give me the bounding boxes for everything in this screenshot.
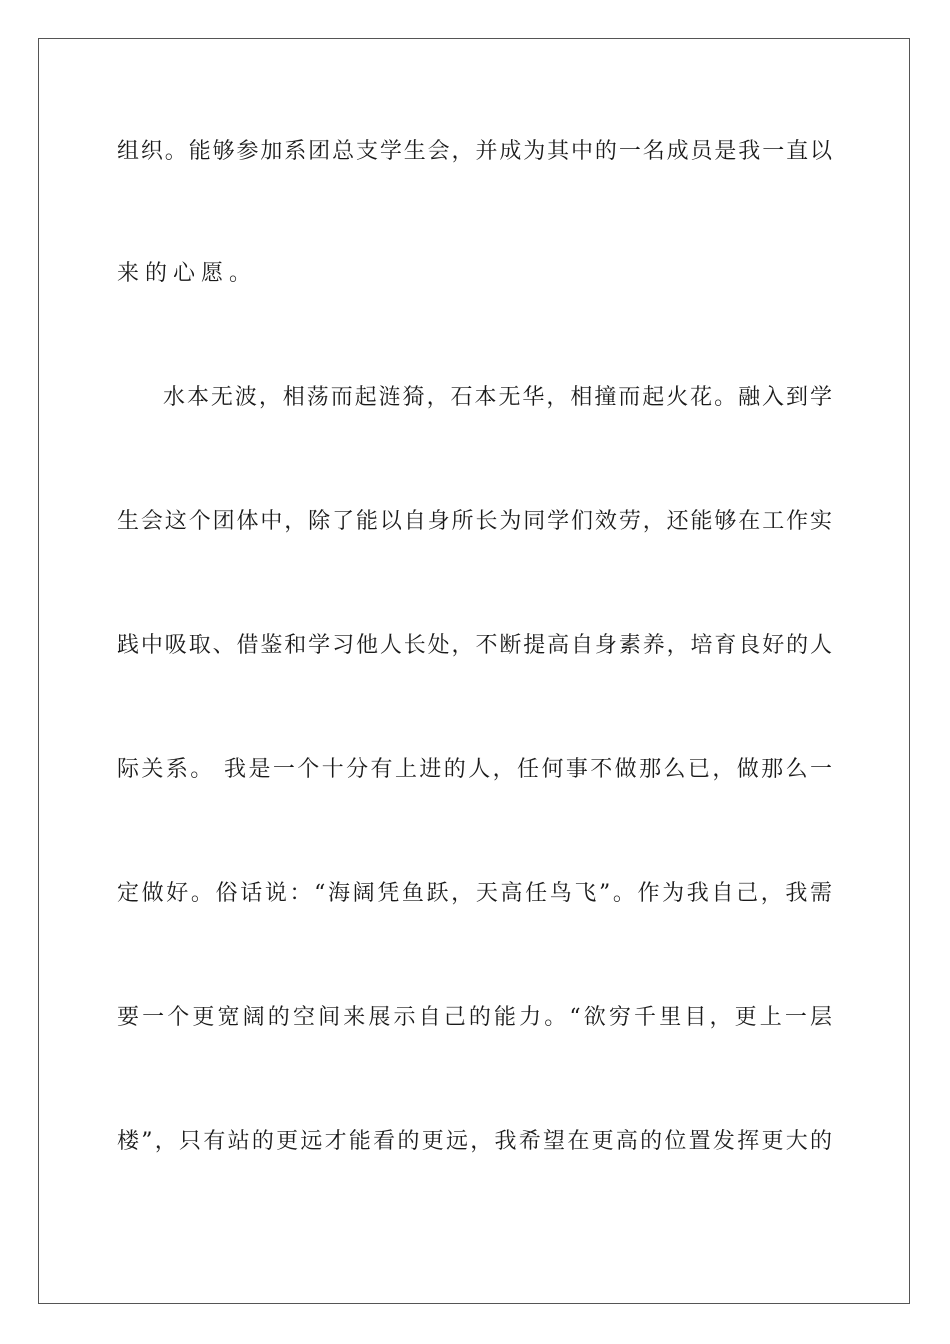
text-line: 际关系。 我是一个十分有上进的人，任何事不做那么已，做那么一 bbox=[117, 757, 833, 782]
page-border bbox=[38, 38, 910, 1304]
text-line: 来的心愿。 bbox=[117, 261, 258, 286]
text-line: 组织。能够参加系团总支学生会，并成为其中的一名成员是我一直以 bbox=[117, 139, 833, 164]
text-line: 要一个更宽阔的空间来展示自己的能力。“欲穷千里目，更上一层 bbox=[117, 1005, 833, 1030]
text-line: 楼”，只有站的更远才能看的更远，我希望在更高的位置发挥更大的 bbox=[117, 1129, 833, 1154]
text-line: 定做好。俗话说：“海阔凭鱼跃，天高任鸟飞”。作为我自己，我需 bbox=[117, 881, 833, 906]
text-line: 践中吸取、借鉴和学习他人长处，不断提高自身素养，培育良好的人 bbox=[117, 633, 833, 658]
text-line: 生会这个团体中，除了能以自身所长为同学们效劳，还能够在工作实 bbox=[117, 509, 833, 534]
paragraph-first-line: 水本无波，相荡而起涟猗，石本无华，相撞而起火花。融入到学 bbox=[163, 385, 833, 410]
